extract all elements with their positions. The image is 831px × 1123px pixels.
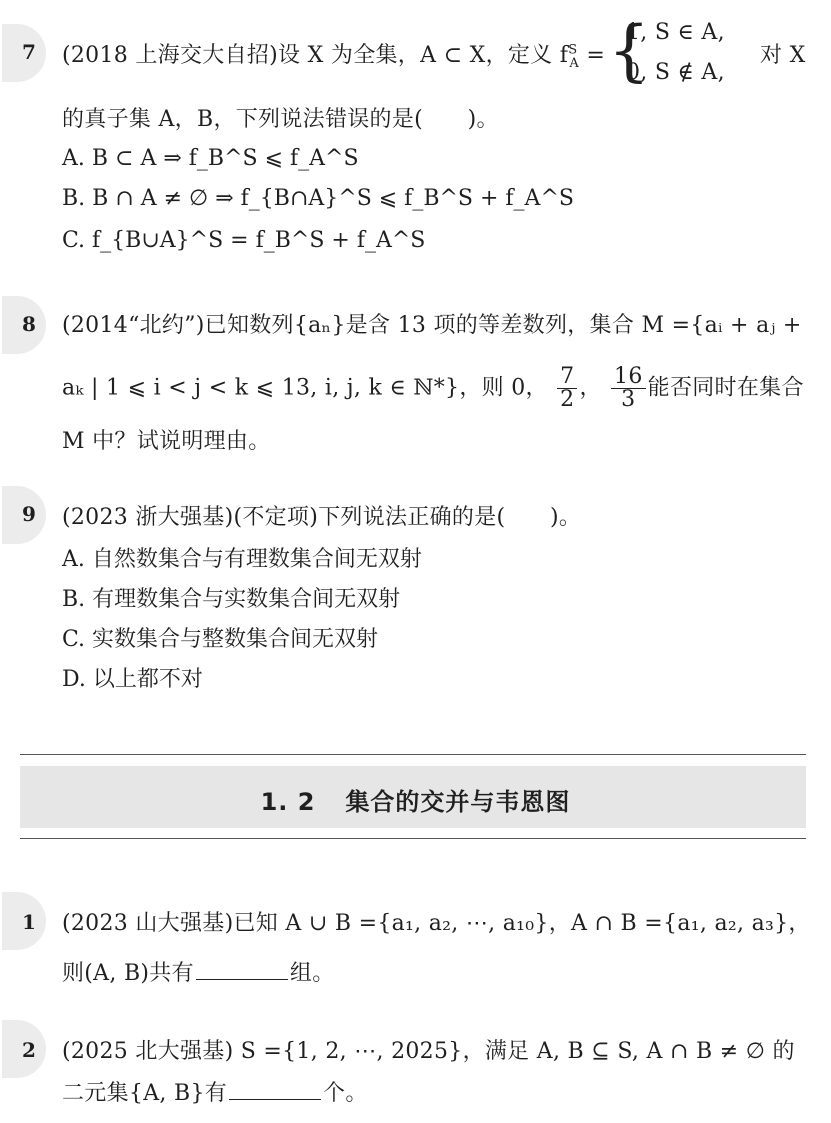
question-number: 8 (22, 312, 36, 336)
question-text-part: 二元集{A, B}有 (62, 1081, 228, 1106)
fraction (557, 366, 577, 411)
fraction-numerator: 7 (557, 366, 577, 389)
option: B. B ∩ A ≠ ∅ ⇒ f_{B∩A}^S ⩽ f_B^S + f_A^S (62, 186, 574, 211)
question-number: 7 (22, 40, 36, 64)
question-text: M 中？试说明理由。 (62, 429, 271, 454)
option: A. B ⊂ A ⇒ f_B^S ⩽ f_A^S (62, 146, 359, 171)
question-number: 9 (22, 502, 36, 526)
question-text-tail: 对 X (760, 43, 806, 68)
superscript: S (568, 42, 578, 58)
question-text (62, 38, 605, 71)
piecewise-brace: { (608, 12, 650, 89)
option: A. 自然数集合与有理数集合间无双射 (62, 547, 422, 572)
question-text-part: 能否同时在集合 (647, 375, 804, 401)
equals: = (579, 43, 606, 68)
answer-blank[interactable] (229, 1079, 321, 1100)
question-text-part: 组。 (289, 961, 335, 986)
section-bottom-rule (20, 838, 806, 839)
option: C. f_{B∪A}^S = f_B^S + f_A^S (62, 228, 426, 253)
question-text: 的真子集 A，B，下列说法错误的是( )。 (62, 107, 499, 132)
option: D. 以上都不对 (62, 667, 203, 692)
question-text: (2014“北约”)已知数列{aₙ}是含 13 项的等差数列，集合 M ={aᵢ + aⱼ + (62, 313, 802, 338)
section-number: 1. 2 (260, 788, 316, 816)
question-number: 2 (22, 1038, 36, 1062)
question-text (62, 1076, 368, 1107)
fraction-denominator: 2 (560, 387, 575, 412)
fraction-numerator: 16 (611, 366, 646, 389)
question-text: (2023 浙大强基)(不定项)下列说法正确的是( )。 (62, 505, 582, 530)
subscript: A (569, 56, 580, 72)
fraction-denominator: 3 (621, 387, 636, 412)
question-text: (2025 北大强基) S ={1, 2, ⋯, 2025}，满足 A, B ⊆ S, A ∩ B ≠ ∅ 的 (62, 1039, 795, 1064)
section-title: 集合的交并与韦恩图 (345, 788, 571, 816)
option: C. 实数集合与整数集合间无双射 (62, 627, 379, 652)
question-text-part: 个。 (323, 1081, 368, 1106)
question-text-part: 则(A, B)共有 (62, 961, 194, 986)
question-number: 1 (22, 910, 36, 934)
question-text: aₖ | 1 ⩽ i < j < k ⩽ 13, i, j, k ∈ ℕ*}，则 0， $\frac{7}{2}$ ， $\frac{16}{3}$ 能否同时在集合 (62, 364, 804, 412)
option: B. 有理数集合与实数集合间无双射 (62, 587, 401, 612)
question-text (62, 956, 335, 987)
piecewise-case: 1, S ∈ A, (626, 20, 725, 45)
question-text: (2023 山大强基)已知 A ∪ B ={a₁, a₂, ⋯, a₁₀}，A ∩ B ={a₁, a₂, a₃}， (62, 911, 811, 936)
question-text-part: aₖ | 1 ⩽ i < j < k ⩽ 13, i, j, k ∈ ℕ*}，则 0， (62, 375, 548, 401)
fraction (611, 366, 646, 411)
section-top-rule (20, 754, 806, 755)
question-text-part: (2018 上海交大自招)设 X 为全集，A ⊂ X，定义 f (62, 43, 569, 68)
section-heading (0, 782, 831, 817)
piecewise-case: 0, S ∉ A, (626, 60, 725, 85)
answer-blank[interactable] (196, 959, 288, 980)
